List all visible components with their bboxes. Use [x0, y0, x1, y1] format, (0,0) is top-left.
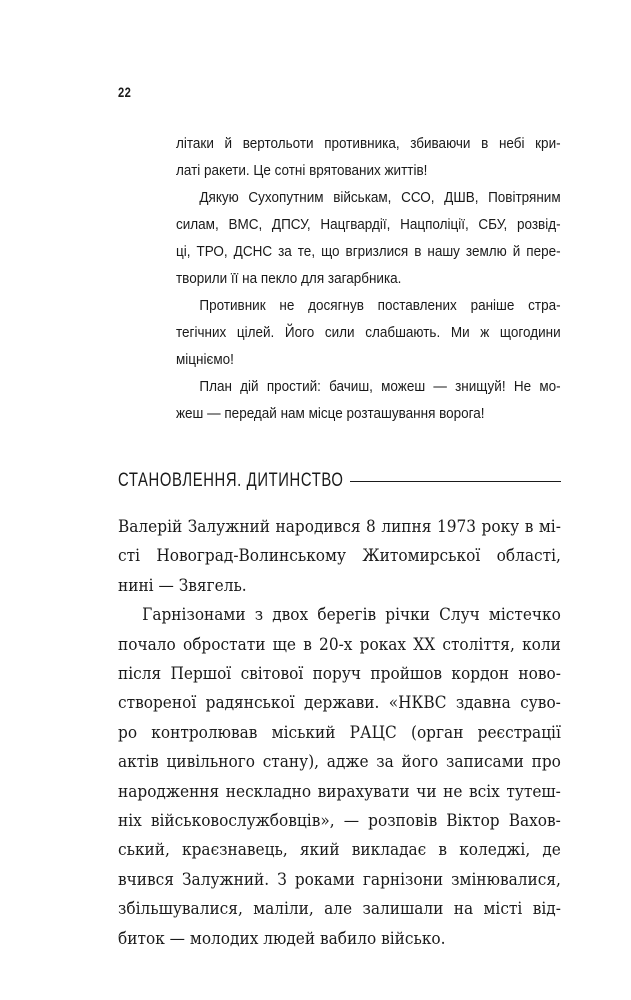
section-heading: [118, 466, 561, 496]
quote-line: міцніємо!: [176, 351, 234, 368]
quote-line: тегічних цілей. Його сили слабшають. Ми ж щогодини: [176, 324, 561, 341]
quote-block: [176, 130, 561, 427]
quote-line: Дякую Сухопутним військам, ССО, ДШВ, Повітряним: [199, 189, 561, 206]
body-line: ро контролював міський РАЦС (орган реєстрації: [118, 722, 561, 742]
quote-line: силам, ВМС, ДПСУ, Нацгвардії, Нацполіції, СБУ, розвід-: [176, 216, 561, 233]
quote-line: ці, ТРО, ДСНС за те, що вгризлися в нашу землю й пере-: [176, 243, 561, 260]
body-line: биток — молодих людей вабило військо.: [118, 928, 446, 948]
body-line: створеної радянської держави. «НКВС здавна суво-: [118, 693, 561, 713]
quote-line: жеш — передай нам місце розташування ворога!: [176, 405, 485, 422]
quote-line: латі ракети. Це сотні врятованих життів!: [176, 162, 428, 179]
body-line: сті Новоград-Волинському Житомирської області,: [118, 546, 561, 566]
body-line: Валерій Залужний народився 8 липня 1973 року в мі-: [118, 517, 561, 536]
quote-line: Противник не досягнув поставлених раніше стра-: [199, 297, 561, 314]
body-line: Гарнізонами з двох берегів річки Случ містечко: [142, 605, 561, 625]
quote-line: творили її на пекло для загарбника.: [176, 270, 402, 287]
section-title: СТАНОВЛЕННЯ. ДИТИНСТВО: [118, 470, 344, 491]
body-line: народження нескладно вирахувати чи не всіх тутеш-: [118, 781, 561, 801]
body-line: нині — Звягель.: [118, 575, 247, 595]
body-line: збільшувалися, маліли, але залишали на місті від-: [118, 899, 561, 919]
body-text: [118, 512, 561, 953]
page-number: 22: [118, 84, 132, 100]
body-line: після Першої світової поруч пройшов кордон ново-: [118, 664, 561, 684]
body-line: ніх військовослужбовців», — розповів Віктор Вахов-: [118, 811, 561, 831]
quote-line: літаки й вертольоти противника, збиваючи в небі кри-: [176, 135, 561, 152]
quote-line: План дій простий: бачиш, можеш — знищуй! Не мо-: [199, 378, 561, 395]
body-line: актів цивільного стану), адже за його записами про: [118, 752, 561, 772]
body-line: почало обростати ще в 20-х роках XX століття, коли: [118, 634, 561, 654]
body-line: вчився Залужний. З роками гарнізони змінювалися,: [118, 869, 561, 889]
body-line: ський, краєзнавець, який викладає в коледжі, де: [118, 840, 561, 860]
section-divider: [350, 481, 561, 482]
